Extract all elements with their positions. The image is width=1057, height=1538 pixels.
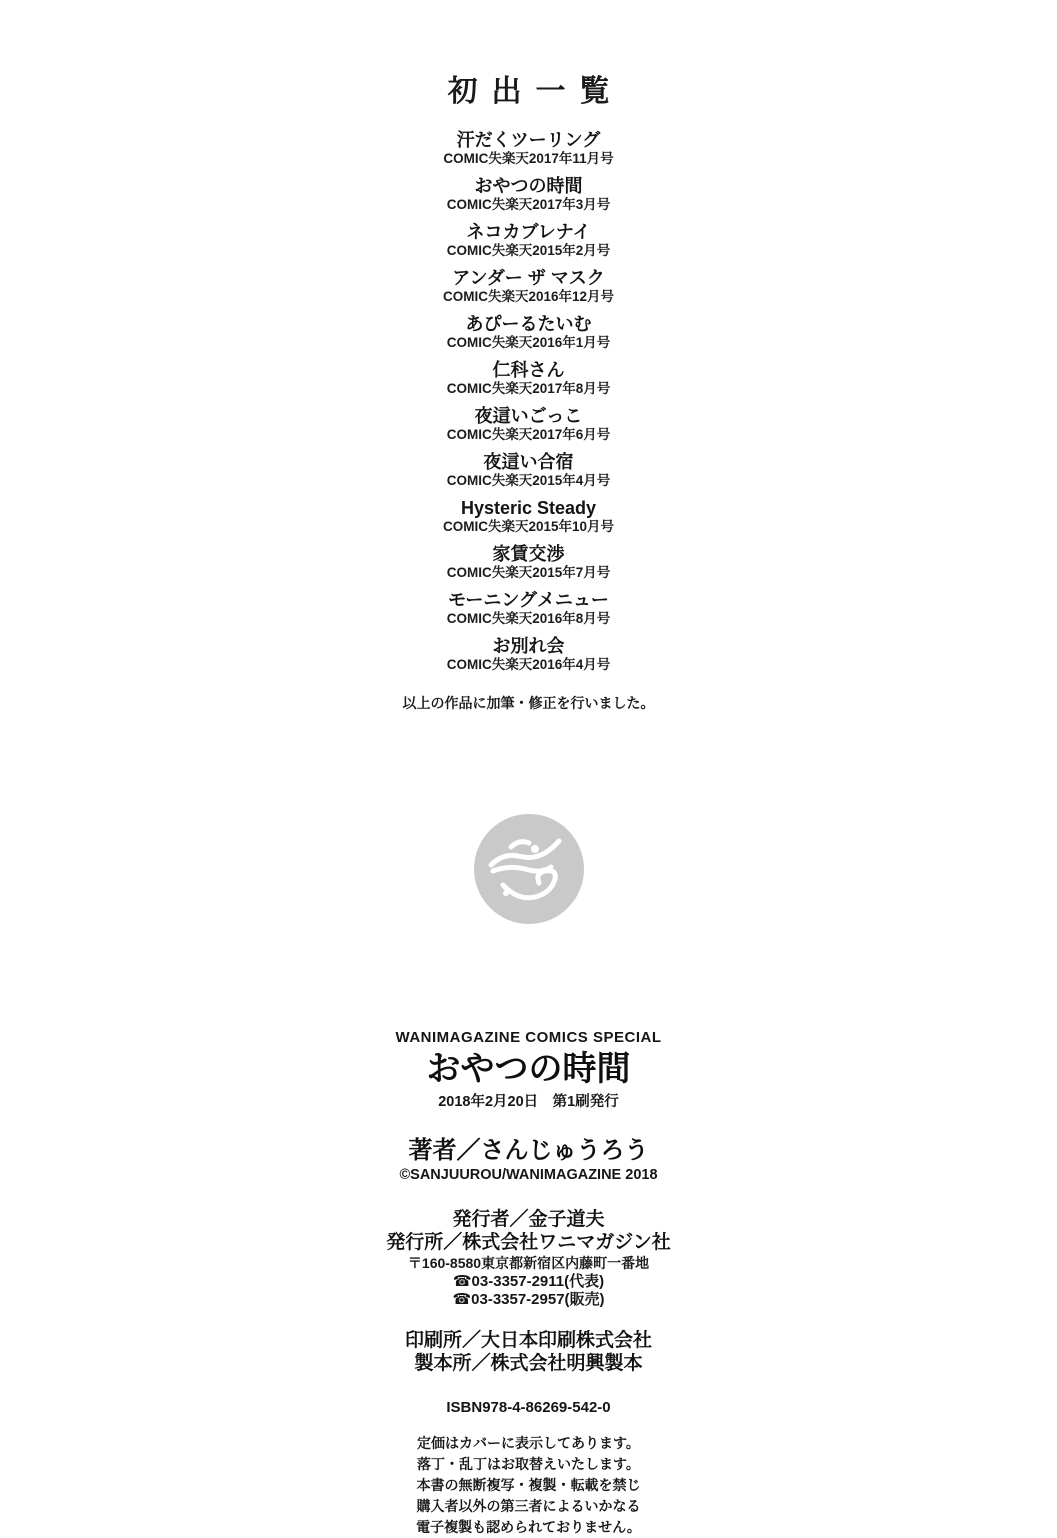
- book-title: おやつの時間: [426, 1050, 631, 1088]
- list-item: [0, 130, 1057, 167]
- publication-title: 家賃交渉: [492, 544, 565, 564]
- publication-title: 夜這い合宿: [483, 452, 574, 472]
- print-block: [0, 1329, 1057, 1375]
- publication-source: COMIC失楽天2017年6月号: [446, 427, 611, 442]
- list-item: [0, 452, 1057, 489]
- publication-title: 仁科さん: [492, 360, 565, 380]
- page-title: 初出一覧: [447, 75, 624, 108]
- publication-source: COMIC失楽天2016年12月号: [442, 289, 615, 304]
- list-item: [0, 176, 1057, 213]
- note-line: 落丁・乱丁はお取替えいたします。: [417, 1456, 640, 1472]
- publication-source: COMIC失楽天2015年2月号: [446, 243, 611, 258]
- publication-title: ネコカブレナイ: [466, 222, 591, 242]
- publication-title: おやつの時間: [474, 176, 583, 196]
- note-line: 本書の無断複写・複製・転載を禁じ: [416, 1477, 641, 1493]
- legal-notes: [0, 1433, 1057, 1538]
- series-name: WANIMAGAZINE COMICS SPECIAL: [395, 1029, 662, 1046]
- publisher-address: 〒160-8580東京都新宿区内藤町一番地: [407, 1255, 650, 1271]
- publisher-logo: [0, 813, 1057, 925]
- publication-source: COMIC失楽天2016年1月号: [446, 335, 611, 350]
- list-item: [0, 590, 1057, 627]
- publication-title: お別れ会: [492, 636, 565, 656]
- publication-source: COMIC失楽天2015年7月号: [446, 565, 611, 580]
- list-item: [0, 222, 1057, 259]
- publisher-person: 発行者／金子道夫: [452, 1209, 605, 1230]
- list-item: [0, 360, 1057, 397]
- list-item: [0, 268, 1057, 305]
- publication-source: COMIC失楽天2017年8月号: [446, 381, 611, 396]
- print-date: 2018年2月20日 第1刷発行: [438, 1094, 619, 1110]
- publication-source: COMIC失楽天2015年4月号: [446, 473, 611, 488]
- note-line: 電子複製も認められておりません。: [416, 1519, 641, 1535]
- list-item: [0, 636, 1057, 673]
- author-line: 著者／さんじゅうろう: [408, 1137, 649, 1164]
- publication-source: COMIC失楽天2016年4月号: [446, 657, 611, 672]
- phone-main: ☎03-3357-2911(代表): [452, 1273, 605, 1290]
- publication-title: 汗だくツーリング: [456, 130, 601, 150]
- publication-list: [0, 130, 1057, 673]
- publication-title: あぴーるたいむ: [465, 314, 592, 334]
- phone-sales: ☎03-3357-2957(販売): [452, 1291, 605, 1308]
- list-item: [0, 544, 1057, 581]
- list-item: [0, 314, 1057, 351]
- list-item: [0, 406, 1057, 443]
- list-item: [0, 498, 1057, 535]
- isbn: ISBN978-4-86269-542-0: [446, 1399, 611, 1416]
- publication-source: COMIC失楽天2017年11月号: [443, 151, 614, 166]
- note-line: 購入者以外の第三者によるいかなる: [416, 1498, 641, 1514]
- publication-title: モーニングメニュー: [448, 590, 609, 610]
- note-line: 定価はカバーに表示してあります。: [417, 1435, 640, 1451]
- publication-source: COMIC失楽天2015年10月号: [442, 519, 615, 534]
- copyright-line: ©SANJUUROU/WANIMAGAZINE 2018: [399, 1167, 658, 1183]
- publication-title: アンダー ザ マスク: [452, 268, 605, 288]
- publication-source: COMIC失楽天2017年3月号: [446, 197, 611, 212]
- colophon-block: [0, 1029, 1057, 1538]
- publication-source: COMIC失楽天2016年8月号: [446, 611, 611, 626]
- revision-note: 以上の作品に加筆・修正を行いました。: [402, 695, 655, 711]
- publisher-company: 発行所／株式会社ワニマガジン社: [386, 1232, 671, 1253]
- publication-title: Hysteric Steady: [460, 498, 597, 518]
- crocodile-logo-icon: [473, 813, 585, 925]
- publication-title: 夜這いごっこ: [474, 406, 583, 426]
- printer-line: 印刷所／大日本印刷株式会社: [404, 1330, 652, 1351]
- binder-line: 製本所／株式会社明興製本: [414, 1353, 643, 1374]
